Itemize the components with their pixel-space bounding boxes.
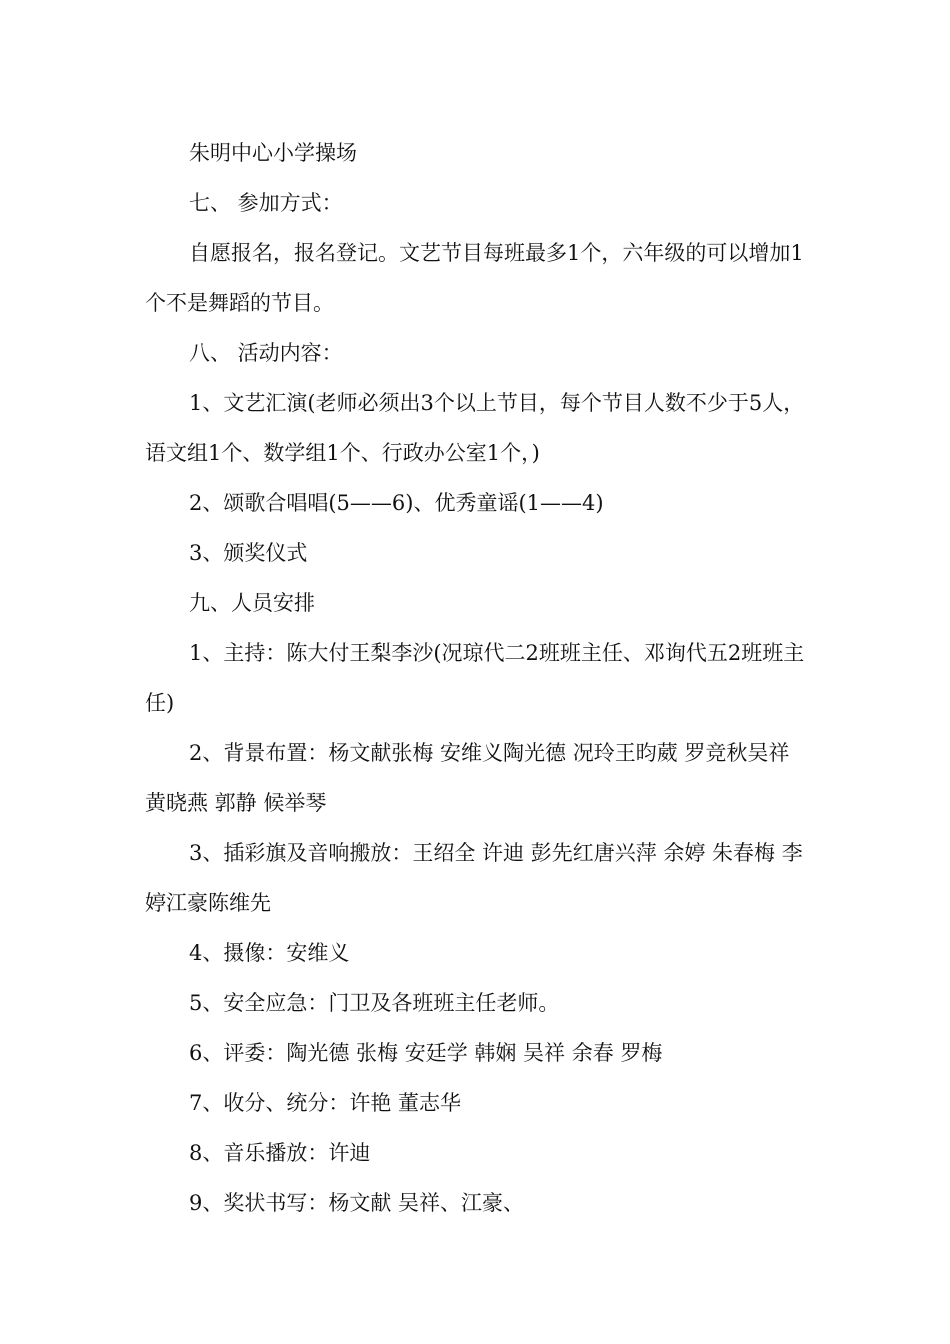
list-item-hosts: 1、主持：陈大付王梨李沙(况琼代二2班班主任、邓询代五2班班主任)	[145, 641, 805, 715]
list-item-scoring: 7、收分、统分：许艳 董志华	[189, 1091, 462, 1115]
list-item-camera: 4、摄像：安维义	[189, 941, 350, 965]
heading-participation-method: 七、 参加方式：	[189, 191, 343, 215]
document-body	[145, 128, 810, 1228]
list-item-background-setup: 2、背景布置：杨文献张梅 安维义陶光德 况玲王昀葳 罗竞秋吴祥 黄晓燕 郭静 候举琴	[145, 741, 790, 815]
list-item-performance: 1、文艺汇演(老师必须出3个以上节目，每个节目人数不少于5人，语文组1个、数学组1个、行政办公室1个，)	[145, 391, 805, 465]
paragraph-registration: 自愿报名，报名登记。文艺节目每班最多1个，六年级的可以增加1个不是舞蹈的节目。	[145, 241, 804, 315]
list-item-chorus: 2、颂歌合唱唱(5——6)、优秀童谣(1——4)	[189, 491, 604, 515]
heading-activity-content: 八、 活动内容：	[189, 341, 343, 365]
list-item-judges: 6、评委：陶光德 张梅 安廷学 韩娴 吴祥 余春 罗梅	[189, 1041, 663, 1065]
list-item-flags-audio: 3、插彩旗及音响搬放：王绍全 许迪 彭先红唐兴萍 余婷 朱春梅 李婷江豪陈维先	[145, 841, 803, 915]
list-item-safety: 5、安全应急：门卫及各班班主任老师。	[189, 991, 560, 1015]
list-item-award-ceremony: 3、颁奖仪式	[189, 541, 308, 565]
paragraph-venue: 朱明中心小学操场	[189, 141, 357, 165]
list-item-certificates: 9、奖状书写：杨文献 吴祥、江豪、	[189, 1191, 525, 1215]
heading-staff-arrangement: 九、人员安排	[189, 591, 315, 615]
list-item-music: 8、音乐播放：许迪	[189, 1141, 371, 1165]
